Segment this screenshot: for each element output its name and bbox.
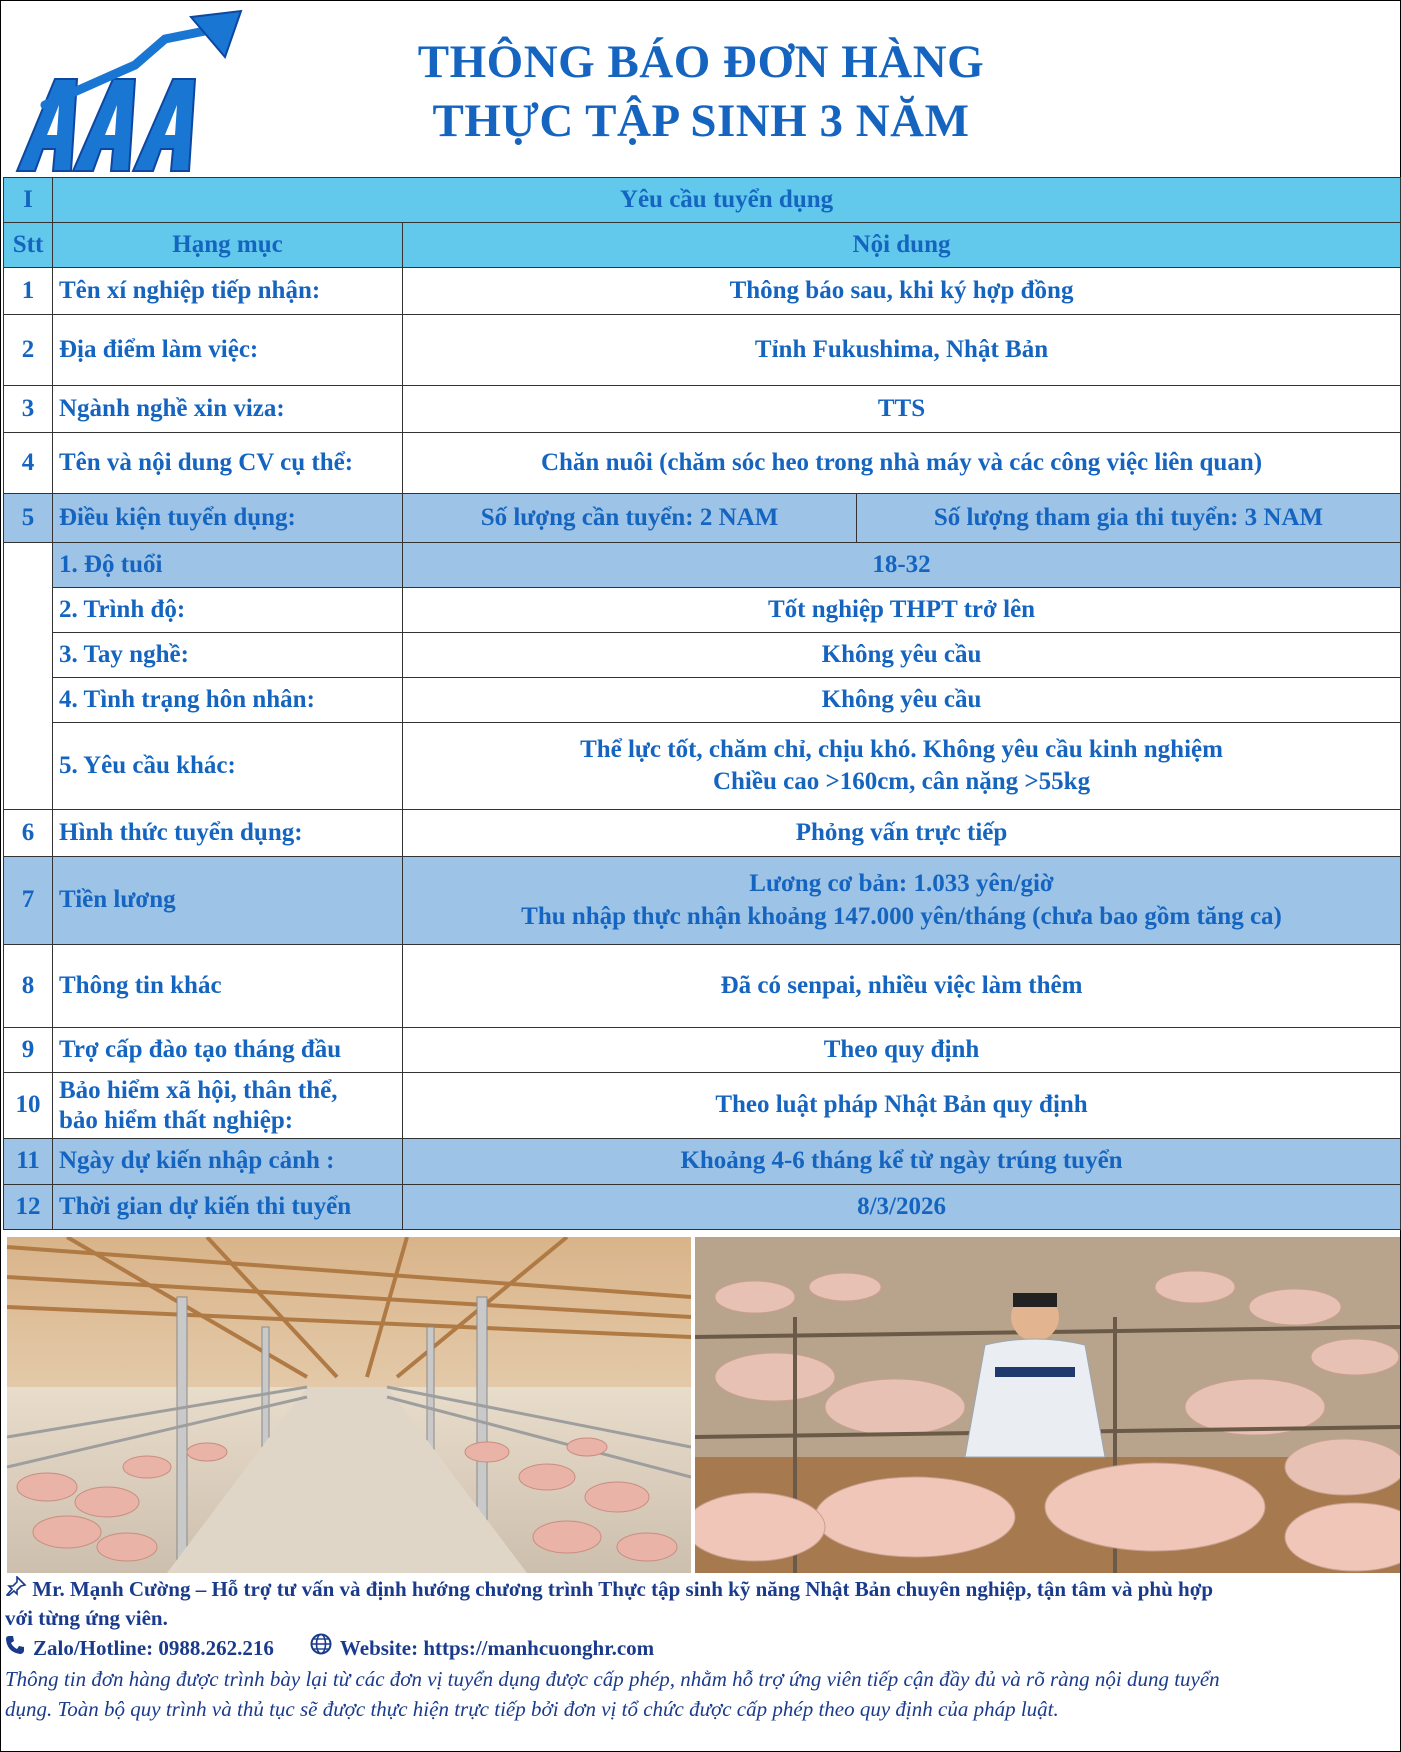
condition-label: 3. Tay nghề: <box>53 633 403 678</box>
footer-contacts <box>5 1633 1398 1663</box>
condition-value: Tốt nghiệp THPT trở lên <box>403 588 1401 633</box>
row-value: Đã có senpai, nhiều việc làm thêm <box>403 945 1401 1028</box>
row-value: Phỏng vấn trực tiếp <box>403 810 1401 857</box>
condition-row <box>4 543 1401 588</box>
row-number: 2 <box>4 315 53 386</box>
row-value: TTS <box>403 386 1401 433</box>
condition-row <box>4 723 1401 810</box>
hotline-link[interactable]: Zalo/Hotline: 0988.262.216 <box>33 1635 274 1660</box>
table-row <box>4 1028 1401 1073</box>
footer-intro <box>5 1575 1398 1604</box>
column-header-content: Nội dung <box>403 223 1401 268</box>
salary-line2: Thu nhập thực nhận khoảng 147.000 yên/tháng (chưa bao gồm tăng ca) <box>521 902 1282 930</box>
row-label: Tiền lương <box>53 857 403 945</box>
website-link[interactable]: Website: https://manhcuonghr.com <box>339 1635 655 1660</box>
row-number: 9 <box>4 1028 53 1073</box>
row-label: Điều kiện tuyển dụng: <box>53 494 403 543</box>
header <box>1 1 1401 177</box>
row-label: Ngày dự kiến nhập cảnh : <box>53 1139 403 1185</box>
row-number: 3 <box>4 386 53 433</box>
farm-photos <box>3 1233 1400 1573</box>
condition-value: Không yêu cầu <box>403 633 1401 678</box>
phone-icon <box>5 1634 25 1663</box>
condition-row <box>4 588 1401 633</box>
row-label <box>53 1073 403 1139</box>
row-value: Thông báo sau, khi ký hợp đồng <box>403 268 1401 315</box>
row-label: Địa điểm làm việc: <box>53 315 403 386</box>
row-number: 11 <box>4 1139 53 1185</box>
disclaimer-line1: Thông tin đơn hàng được trình bày lại từ các đơn vị tuyển dụng được cấp phép, nhằm hỗ trợ ứng viên tiếp cận đầy đủ và rõ ràng nội dung tuyển <box>5 1667 1220 1691</box>
table-row-salary <box>4 857 1401 945</box>
column-header-row <box>4 223 1401 268</box>
table-row <box>4 1139 1401 1185</box>
row-number: 12 <box>4 1185 53 1230</box>
row-label: Thông tin khác <box>53 945 403 1028</box>
exam-quantity: Số lượng tham gia thi tuyển: 3 NAM <box>857 494 1401 543</box>
globe-icon <box>310 1633 332 1663</box>
condition-label: 5. Yêu cầu khác: <box>53 723 403 810</box>
table-row <box>4 945 1401 1028</box>
row-label-line1: Bảo hiểm xã hội, thân thể, <box>59 1076 338 1104</box>
row-value: Tỉnh Fukushima, Nhật Bản <box>403 315 1401 386</box>
row-label: Tên và nội dung CV cụ thể: <box>53 433 403 494</box>
company-logo <box>15 9 247 175</box>
pig-barn-illustration <box>7 1237 691 1573</box>
table-row-conditions <box>4 494 1401 543</box>
row-label: Hình thức tuyển dụng: <box>53 810 403 857</box>
row-label: Ngành nghề xin viza: <box>53 386 403 433</box>
row-number: 7 <box>4 857 53 945</box>
footer-intro-text: Mr. Mạnh Cường – Hỗ trợ tư vấn và định hướng chương trình Thực tập sinh kỹ năng Nhật Bản chuyên nghiệp, tận tâm và phù hợp <box>32 1577 1214 1601</box>
table-row <box>4 810 1401 857</box>
worker-with-pigs-photo <box>695 1237 1400 1573</box>
column-header-item: Hạng mục <box>53 223 403 268</box>
row-number: 1 <box>4 268 53 315</box>
row-value: Theo luật pháp Nhật Bản quy định <box>403 1073 1401 1139</box>
table-row <box>4 433 1401 494</box>
row-label: Tên xí nghiệp tiếp nhận: <box>53 268 403 315</box>
table-row <box>4 1185 1401 1230</box>
footer-disclaimer <box>5 1664 1398 1724</box>
condition-value-line1: Thể lực tốt, chăm chỉ, chịu khó. Không yêu cầu kinh nghiệm <box>580 735 1223 763</box>
row-number: 8 <box>4 945 53 1028</box>
pin-icon <box>5 1577 32 1601</box>
pig-barn-photo <box>7 1237 691 1573</box>
logo-graphic <box>15 9 247 175</box>
condition-value: Không yêu cầu <box>403 678 1401 723</box>
row-value <box>403 857 1401 945</box>
column-header-stt: Stt <box>4 223 53 268</box>
condition-label: 1. Độ tuổi <box>53 543 403 588</box>
table-row <box>4 268 1401 315</box>
disclaimer-line2: dụng. Toàn bộ quy trình và thủ tục sẽ được thực hiện trực tiếp bởi đơn vị tổ chức được cấp phép theo quy định của pháp luật. <box>5 1697 1059 1721</box>
row-number: 5 <box>4 494 53 543</box>
row-number: 10 <box>4 1073 53 1139</box>
row-value: Khoảng 4-6 tháng kể từ ngày trúng tuyển <box>403 1139 1401 1185</box>
page-title-line1: THÔNG BÁO ĐƠN HÀNG <box>417 36 985 88</box>
condition-value: 18-32 <box>403 543 1401 588</box>
salary-line1: Lương cơ bản: 1.033 yên/giờ <box>749 870 1054 897</box>
section-header-row <box>4 178 1401 223</box>
row-label: Thời gian dự kiến thi tuyển <box>53 1185 403 1230</box>
row-value: Theo quy định <box>403 1028 1401 1073</box>
row-label-line2: bảo hiểm thất nghiệp: <box>59 1106 294 1134</box>
condition-label: 4. Tình trạng hôn nhân: <box>53 678 403 723</box>
page-title-line2: THỰC TẬP SINH 3 NĂM <box>432 95 970 147</box>
condition-row <box>4 633 1401 678</box>
row-number: 4 <box>4 433 53 494</box>
condition-value-line2: Chiều cao >160cm, cân nặng >55kg <box>712 768 1091 795</box>
condition-row <box>4 678 1401 723</box>
row-value: Chăn nuôi (chăm sóc heo trong nhà máy và các công việc liên quan) <box>403 433 1401 494</box>
condition-indent <box>4 543 53 810</box>
footer-intro-cont: với từng ứng viên. <box>5 1606 168 1630</box>
table-row <box>4 1073 1401 1139</box>
row-number: 6 <box>4 810 53 857</box>
condition-label: 2. Trình độ: <box>53 588 403 633</box>
condition-value <box>403 723 1401 810</box>
section-title: Yêu cầu tuyển dụng <box>53 178 1401 223</box>
row-value: 8/3/2026 <box>403 1185 1401 1230</box>
row-label: Trợ cấp đào tạo tháng đầu <box>53 1028 403 1073</box>
footer <box>5 1575 1398 1724</box>
section-roman: I <box>4 178 53 223</box>
worker-illustration <box>695 1237 1400 1573</box>
table-row <box>4 315 1401 386</box>
table-row <box>4 386 1401 433</box>
recruitment-table <box>3 177 1401 1230</box>
required-quantity: Số lượng cần tuyển: 2 NAM <box>403 494 857 543</box>
